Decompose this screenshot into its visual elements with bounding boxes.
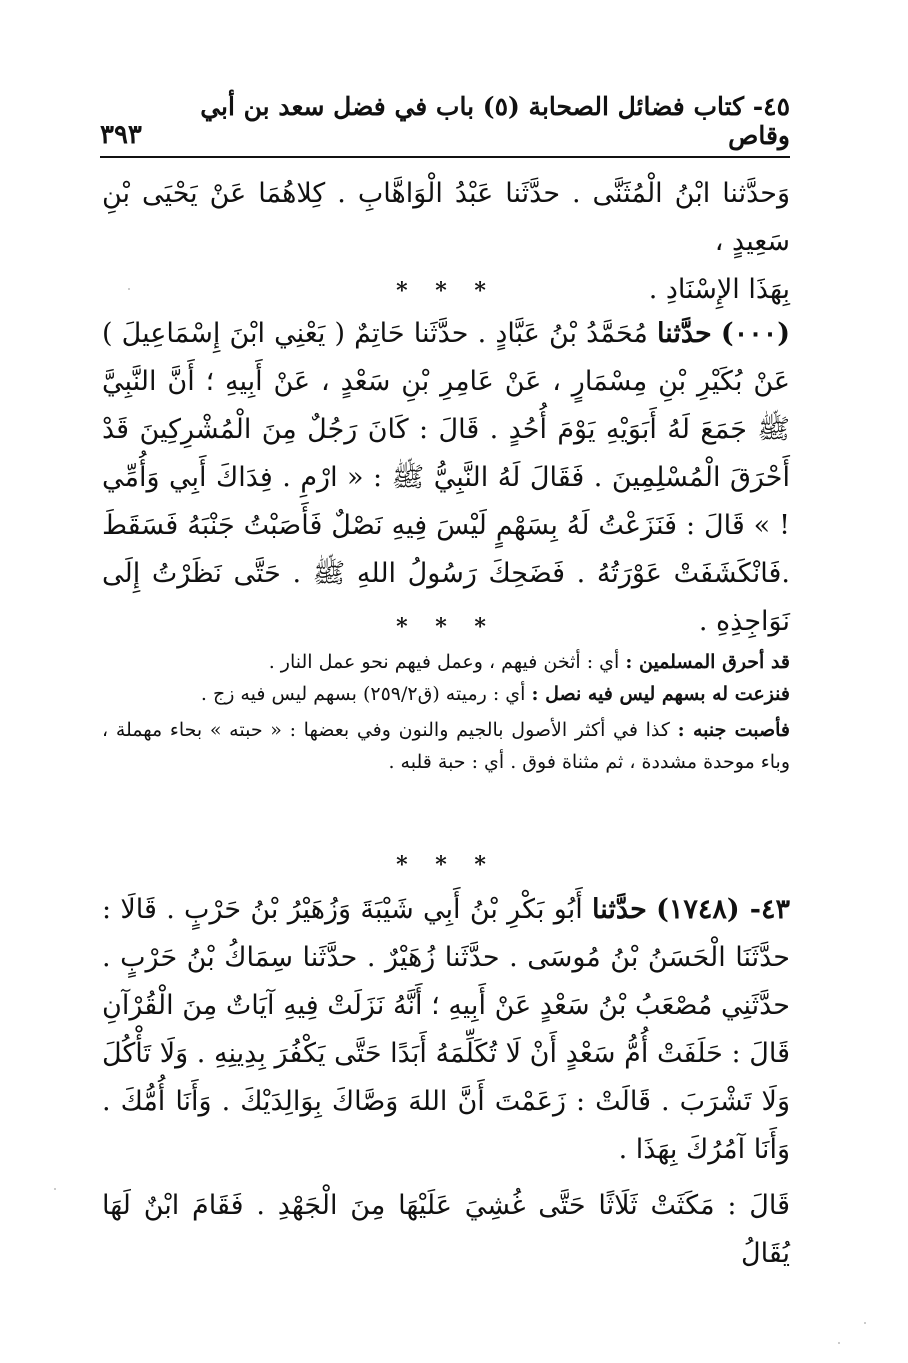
header-title: ٤٥- كتاب فضائل الصحابة (٥) باب في فضل سعد بن أبي وقاص	[200, 92, 790, 150]
hadith-a-number: (٠٠٠)	[720, 318, 790, 349]
note-item	[102, 678, 790, 710]
scan-speck	[864, 1322, 866, 1324]
note-text: أي : أثخن فيهم ، وعمل فيهم نحو عمل النار .	[268, 651, 620, 673]
hadith-b-last-line: قَالَ : مَكَثَتْ ثَلَاثًا حَتَّى غُشِيَ عَلَيْهَا مِنَ الْجَهْدِ . فَقَامَ ابْنٌ لَهَا يُقَالُ	[102, 1190, 790, 1269]
note-term: فأصبت جنبه :	[677, 719, 791, 741]
note-term: قد أحرق المسلمين :	[625, 651, 790, 673]
separator-stars-2: * * *	[396, 614, 496, 640]
scan-speck	[838, 1342, 840, 1344]
continuation-line-2: بِهَذَا الإِسْنَادِ .	[648, 274, 790, 305]
notes-section	[102, 646, 790, 778]
scan-speck	[54, 1188, 56, 1190]
hadith-b-opening: حدَّثنا	[592, 894, 647, 925]
note-term: فنزعت له بسهم ليس فيه نصل :	[531, 683, 790, 705]
note-item	[102, 646, 790, 678]
hadith-a-opening: حدَّثنا	[657, 318, 712, 349]
hadith-paragraph-a	[102, 310, 790, 646]
note-item	[102, 714, 790, 778]
running-header	[100, 92, 790, 158]
hadith-b-text: أَبُو بَكْرِ بْنُ أَبِي شَيْبَةَ وَزُهَيْرُ بْنُ حَرْبٍ . قَالَا : حدَّثَنَا الْحَسَنُ بْنُ مُوسَى . حدَّثَنا زُهَيْرٌ . حدَّثَنا سِمَاكُ بْنُ حَرْبٍ . حدَّثَنِي مُصْعَبُ بْنُ سَعْدٍ عَنْ أَبِيهِ ؛ أَنَّهُ نَزَلَتْ فِيهِ آيَاتٌ مِنَ الْقُرْآنِ قَالَ : حَلَفَتْ أُمُّ سَعْدٍ أَنْ لَا تُكَلِّمَهُ أَبَدًا حَتَّى يَكْفُرَ بِدِينِهِ . وَلَا تَأْكُلَ وَلَا تَشْرَبَ . قَالَتْ : زَعَمْتَ أَنَّ اللهَ وَصَّاكَ بِوَالِدَيْكَ . وَأَنَا أُمُّكَ . وَأَنَا آمُرُكَ بِهَذَا .	[102, 894, 790, 1165]
scan-speck	[128, 288, 130, 290]
hadith-b-number: ٤٣- (١٧٤٨)	[656, 894, 791, 925]
note-text: أي : رميته (ق٢٥٩/٢) بسهم ليس فيه زج .	[200, 683, 526, 705]
separator-stars-1: * * *	[396, 278, 496, 304]
hadith-paragraph-b	[102, 886, 790, 1174]
page-number: ٣٩٣	[100, 120, 142, 150]
hadith-a-text: مُحَمَّدُ بْنُ عَبَّادٍ . حدَّثَنا حَاتِمٌ ( يَعْنِي ابْنَ إِسْمَاعِيلَ ) عَنْ بُكَيْرِ بْنِ مِسْمَارٍ ، عَنْ عَامِرِ بْنِ سَعْدٍ ، عَنْ أَبِيهِ ؛ أَنَّ النَّبِيَّ ﷺ جَمَعَ لَهُ أَبَوَيْهِ يَوْمَ أُحُدٍ . قَالَ : كَانَ رَجُلٌ مِنَ الْمُشْرِكِينَ قَدْ أَحْرَقَ الْمُسْلِمِينَ . فَقَالَ لَهُ النَّبِيُّ ﷺ : « ارْمِ . فِدَاكَ أَبِي وَأُمِّي ! » قَالَ : فَنَزَعْتُ لَهُ بِسَهْمٍ لَيْسَ فِيهِ نَصْلٌ فَأَصَبْتُ جَنْبَهُ فَسَقَطَ .فَانْكَشَفَتْ عَوْرَتُهُ . فَضَحِكَ رَسُولُ اللهِ ﷺ . حَتَّى نَظَرْتُ إِلَى نَوَاجِذِهِ .	[102, 318, 790, 637]
continuation-line-1: وَحدَّثنا ابْنُ الْمُثَنَّى . حدَّثَنا عَبْدُ الْوَاهَّابِ . كِلاهُمَا عَنْ يَحْيَى بْنِ سَعِيدٍ ،	[102, 178, 790, 257]
note-text: كذا في أكثر الأصول بالجيم والنون وفي بعضها : « حبته » بحاء مهملة ، وباء موحدة مشددة ، ثم مثناة فوق . أي : حبة قلبه .	[102, 719, 790, 773]
separator-stars-3: * * *	[396, 852, 496, 878]
